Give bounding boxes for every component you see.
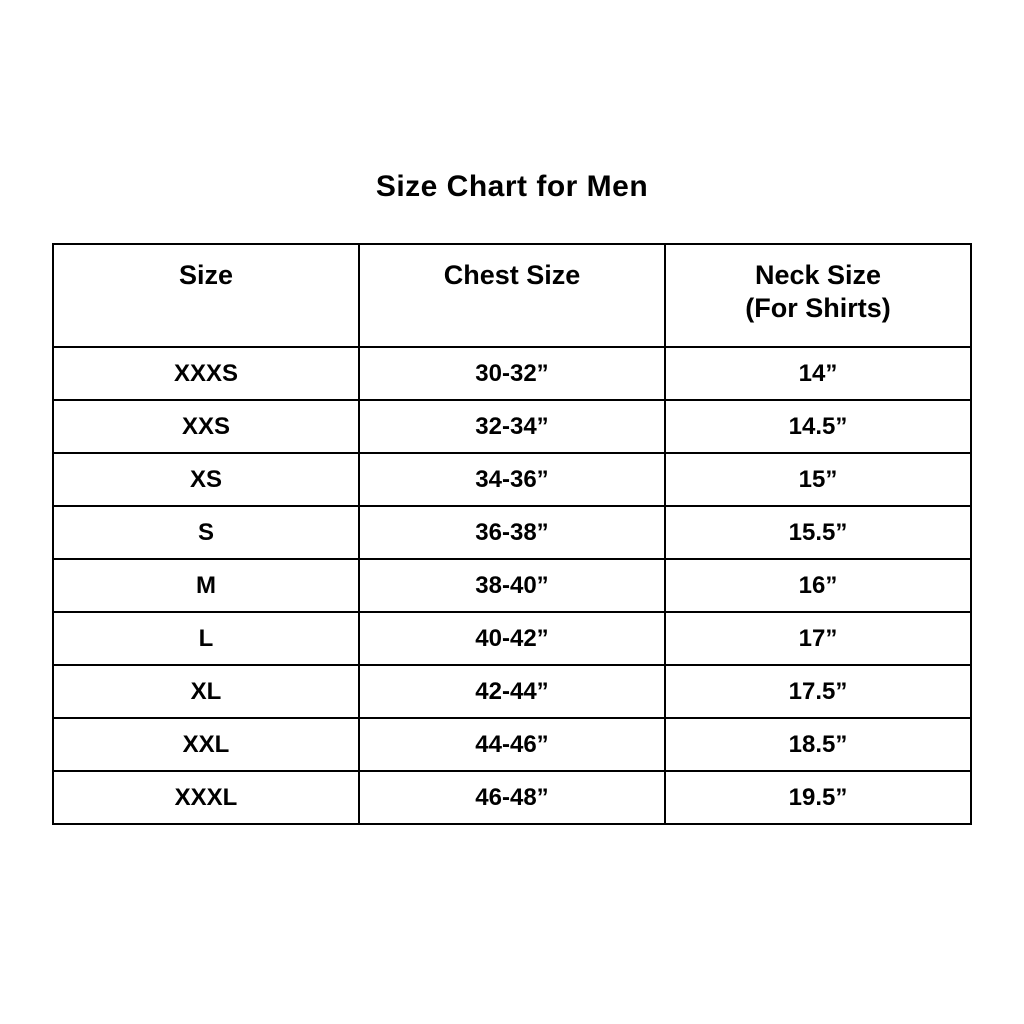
column-header-size-label: Size xyxy=(178,260,234,290)
cell-neck: 14” xyxy=(665,347,971,400)
cell-size: XXXS xyxy=(53,347,359,400)
cell-neck: 15” xyxy=(665,453,971,506)
header-row xyxy=(53,244,971,347)
cell-neck: 15.5” xyxy=(665,506,971,559)
table-row xyxy=(53,453,971,506)
table-row xyxy=(53,718,971,771)
column-header-chest-size xyxy=(359,244,665,347)
table-body xyxy=(53,347,971,824)
size-chart-table xyxy=(52,243,972,825)
page-title: Size Chart for Men xyxy=(375,170,649,203)
table-row xyxy=(53,665,971,718)
cell-chest: 42-44” xyxy=(359,665,665,718)
cell-neck: 14.5” xyxy=(665,400,971,453)
column-header-size xyxy=(53,244,359,347)
cell-size: XXXL xyxy=(53,771,359,824)
cell-neck: 17” xyxy=(665,612,971,665)
cell-chest: 38-40” xyxy=(359,559,665,612)
cell-size: XXS xyxy=(53,400,359,453)
cell-size: XL xyxy=(53,665,359,718)
table-row xyxy=(53,347,971,400)
cell-chest: 32-34” xyxy=(359,400,665,453)
cell-neck: 16” xyxy=(665,559,971,612)
table-row xyxy=(53,771,971,824)
cell-size: XS xyxy=(53,453,359,506)
cell-chest: 40-42” xyxy=(359,612,665,665)
table-row xyxy=(53,612,971,665)
table-row xyxy=(53,559,971,612)
column-header-neck-size-label: Neck Size xyxy=(754,260,882,290)
cell-neck: 17.5” xyxy=(665,665,971,718)
cell-size: L xyxy=(53,612,359,665)
cell-chest: 30-32” xyxy=(359,347,665,400)
table-row xyxy=(53,506,971,559)
cell-size: M xyxy=(53,559,359,612)
cell-chest: 34-36” xyxy=(359,453,665,506)
cell-neck: 19.5” xyxy=(665,771,971,824)
column-header-neck-size xyxy=(665,244,971,347)
cell-size: S xyxy=(53,506,359,559)
cell-chest: 36-38” xyxy=(359,506,665,559)
cell-neck: 18.5” xyxy=(665,718,971,771)
table-header xyxy=(53,244,971,347)
cell-chest: 44-46” xyxy=(359,718,665,771)
column-header-chest-size-label: Chest Size xyxy=(443,260,581,290)
column-header-neck-size-subtitle: (For Shirts) xyxy=(745,293,891,323)
table-row xyxy=(53,400,971,453)
cell-chest: 46-48” xyxy=(359,771,665,824)
cell-size: XXL xyxy=(53,718,359,771)
